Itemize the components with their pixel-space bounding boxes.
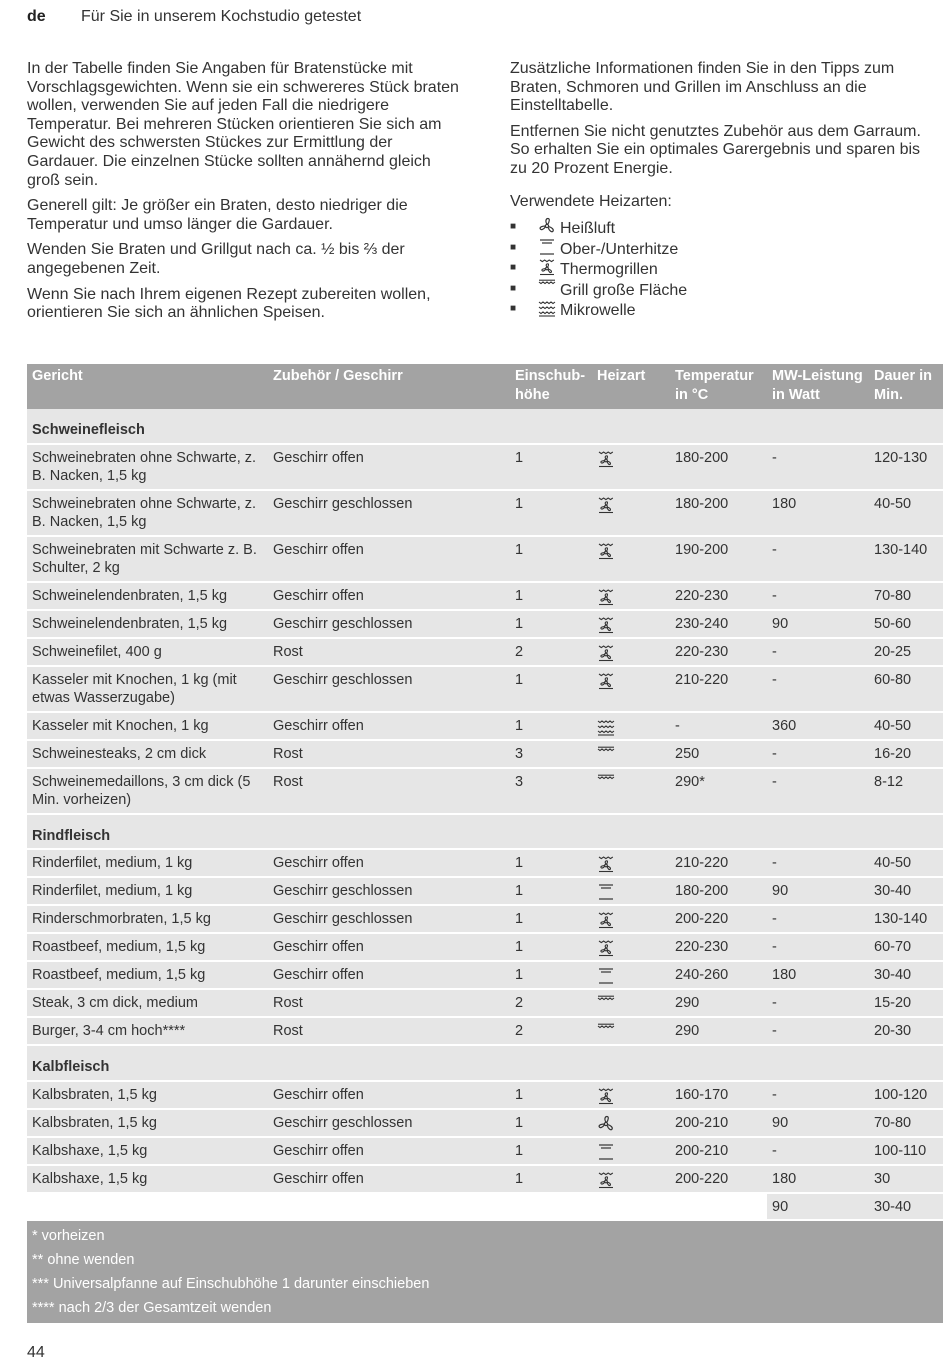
table-row (27, 849, 943, 877)
col-temperature-cell: 200-210 (670, 1109, 767, 1137)
table-row (27, 1081, 943, 1109)
intro-right-column (510, 60, 940, 320)
bullet-icon: ■ (510, 303, 517, 315)
col-mw-power-cell: 360 (767, 712, 869, 740)
col-temperature-cell: 200-210 (670, 1137, 767, 1165)
table-body (27, 409, 943, 1323)
grill-large-icon (592, 768, 670, 814)
col-accessory-cell: Geschirr offen (268, 1081, 510, 1109)
col-level-cell: 1 (510, 1081, 592, 1109)
section-title: Für Sie in unserem Kochstudio getestet (81, 8, 362, 25)
col-duration-cell: 100-110 (869, 1137, 943, 1165)
grill-large-icon (538, 282, 560, 299)
col-temperature-cell: 210-220 (670, 849, 767, 877)
col-accessory-cell: Geschirr offen (268, 1137, 510, 1165)
intro-left-column (27, 60, 467, 330)
col-temperature-cell: 200-220 (670, 1165, 767, 1193)
section-title: Schweinefleisch (27, 409, 943, 444)
col-duration-cell: 30-40 (869, 877, 943, 905)
footnote: ** ohne wenden (27, 1248, 943, 1272)
col-mw-power-cell: - (767, 1137, 869, 1165)
col-duration-cell: 100-120 (869, 1081, 943, 1109)
col-temperature-cell: - (670, 712, 767, 740)
col-temperature-cell: 190-200 (670, 536, 767, 582)
col-accessory-cell: Geschirr offen (268, 582, 510, 610)
col-mw-power-cell: - (767, 444, 869, 490)
col-dish-cell: Schweinelendenbraten, 1,5 kg (27, 610, 268, 638)
language-tag: de (27, 8, 46, 25)
col-level-cell: 1 (510, 1109, 592, 1137)
col-level-cell: 2 (510, 1017, 592, 1045)
table-row (27, 638, 943, 666)
col-temperature-cell: 210-220 (670, 666, 767, 712)
col-dish-cell: Schweinebraten ohne Schwarte, z. B. Nacken, 1,5 kg (27, 490, 268, 536)
footnote: * vorheizen (27, 1220, 943, 1248)
col-duration-cell: 40-50 (869, 490, 943, 536)
col-dish-cell: Kasseler mit Knochen, 1 kg (mit etwas Wasserzugabe) (27, 666, 268, 712)
col-accessory-cell: Geschirr geschlossen (268, 610, 510, 638)
bullet-icon: ■ (510, 262, 517, 274)
col-duration-cell: 16-20 (869, 740, 943, 768)
table-row (27, 1165, 943, 1193)
col-temperature-cell: 240-260 (670, 961, 767, 989)
col-mw-power-cell: - (767, 582, 869, 610)
col-accessory-cell: Geschirr geschlossen (268, 877, 510, 905)
thermo-grill-icon (592, 1081, 670, 1109)
col-temperature-cell: 230-240 (670, 610, 767, 638)
col-accessory-cell: Rost (268, 989, 510, 1017)
col-temperature-cell: 220-230 (670, 933, 767, 961)
col-dish-cell: Rinderfilet, medium, 1 kg (27, 877, 268, 905)
col-dish-cell: Burger, 3-4 cm hoch**** (27, 1017, 268, 1045)
thermo-grill-icon (592, 905, 670, 933)
col-mw-power-cell: - (767, 989, 869, 1017)
col-accessory-cell: Rost (268, 768, 510, 814)
top-bottom-heat-icon (538, 241, 560, 258)
col-mw-power-cell: 180 (767, 961, 869, 989)
col-dish-cell: Schweinebraten ohne Schwarte, z. B. Nacken, 1,5 kg (27, 444, 268, 490)
bullet-icon: ■ (510, 282, 517, 294)
table-row (27, 490, 943, 536)
roasting-table (27, 364, 943, 1323)
empty-cell (268, 1193, 510, 1221)
col-accessory-cell: Geschirr geschlossen (268, 490, 510, 536)
col-mw-power-cell: 180 (767, 1165, 869, 1193)
thermo-grill-icon (592, 1165, 670, 1193)
thermo-grill-icon (592, 666, 670, 712)
footnote: *** Universalpfanne auf Einschubhöhe 1 darunter einschieben (27, 1272, 943, 1296)
table-row (27, 712, 943, 740)
microwave-icon (592, 712, 670, 740)
col-mw-power-cell: - (767, 1081, 869, 1109)
col-temperature-cell: 180-200 (670, 444, 767, 490)
table-row (27, 989, 943, 1017)
col-dish-cell: Rinderschmorbraten, 1,5 kg (27, 905, 268, 933)
heat-mode-item (510, 238, 940, 259)
col-accessory-cell: Rost (268, 1017, 510, 1045)
col-dish-cell: Schweinemedaillons, 3 cm dick (5 Min. vorheizen) (27, 768, 268, 814)
col-duration-cell: 40-50 (869, 849, 943, 877)
heat-mode-item (510, 217, 940, 238)
footnote-row (27, 1248, 943, 1272)
intro-paragraph: Entfernen Sie nicht genutztes Zubehör aus dem Garraum. So erhalten Sie ein optimales Garergebnis und sparen bis zu 20 Prozent Energie. (510, 122, 921, 177)
footnote-row (27, 1296, 943, 1323)
col-duration-cell: 8-12 (869, 768, 943, 814)
table-row (27, 1017, 943, 1045)
col-accessory-cell: Rost (268, 638, 510, 666)
col-temperature-cell: 160-170 (670, 1081, 767, 1109)
col-mw-power-header: MW-Leistung in Watt (767, 364, 869, 409)
col-level-cell: 1 (510, 933, 592, 961)
col-temperature-cell: 250 (670, 740, 767, 768)
col-dish-cell: Kalbsbraten, 1,5 kg (27, 1109, 268, 1137)
microwave-icon (538, 302, 560, 319)
col-dish-cell: Roastbeef, medium, 1,5 kg (27, 933, 268, 961)
col-level-cell: 1 (510, 490, 592, 536)
col-level-cell: 1 (510, 610, 592, 638)
col-dish-cell: Rinderfilet, medium, 1 kg (27, 849, 268, 877)
col-duration-cell: 30-40 (869, 961, 943, 989)
col-duration-cell: 40-50 (869, 712, 943, 740)
col-dish-cell: Schweinefilet, 400 g (27, 638, 268, 666)
thermo-grill-icon (592, 536, 670, 582)
section-title: Kalbfleisch (27, 1045, 943, 1081)
col-level-cell: 1 (510, 444, 592, 490)
col-level-header: Einschub- höhe (510, 364, 592, 409)
col-level-cell: 3 (510, 768, 592, 814)
col-temperature-cell: 180-200 (670, 490, 767, 536)
page-header (27, 6, 943, 32)
col-temperature-cell: 290* (670, 768, 767, 814)
col-accessory-header: Zubehör / Geschirr (268, 364, 510, 409)
col-temperature-cell: 220-230 (670, 638, 767, 666)
table-row (27, 1193, 943, 1221)
col-level-cell: 2 (510, 638, 592, 666)
table-row (27, 768, 943, 814)
col-duration-cell: 20-30 (869, 1017, 943, 1045)
empty-cell (510, 1193, 592, 1221)
col-accessory-cell: Geschirr offen (268, 1165, 510, 1193)
heat-mode-item (510, 279, 940, 300)
intro-paragraph: Generell gilt: Je größer ein Braten, desto niedriger die Temperatur und umso länger die Gardauer. (27, 197, 408, 233)
col-mw-power-cell: 90 (767, 877, 869, 905)
table-row (27, 582, 943, 610)
table-row (27, 740, 943, 768)
heat-mode-item (510, 299, 940, 320)
intro-paragraph: Wenden Sie Braten und Grillgut nach ca. ½ bis ⅔ der angegebenen Zeit. (27, 241, 405, 277)
heat-mode-item (510, 258, 940, 279)
heat-mode-label: Mikrowelle (560, 302, 636, 320)
col-temperature-cell: 180-200 (670, 877, 767, 905)
col-temperature-cell: 220-230 (670, 582, 767, 610)
table-row (27, 536, 943, 582)
col-dish-cell: Schweinelendenbraten, 1,5 kg (27, 582, 268, 610)
table-row (27, 877, 943, 905)
col-dish-cell: Steak, 3 cm dick, medium (27, 989, 268, 1017)
col-dish-cell: Kasseler mit Knochen, 1 kg (27, 712, 268, 740)
col-mw-power-cell: - (767, 666, 869, 712)
col-level-cell: 1 (510, 1137, 592, 1165)
heat-mode-label: Thermogrillen (560, 261, 658, 279)
col-mw-power-cell: - (767, 740, 869, 768)
col-temperature-cell: 290 (670, 1017, 767, 1045)
heat-modes-title: Verwendete Heizarten: (510, 192, 672, 210)
table-row (27, 1137, 943, 1165)
col-dish-header: Gericht (27, 364, 268, 409)
table-row (27, 961, 943, 989)
heat-modes-list (510, 217, 940, 320)
col-mw-power-cell: - (767, 933, 869, 961)
col-level-cell: 1 (510, 849, 592, 877)
col-accessory-cell: Geschirr geschlossen (268, 1109, 510, 1137)
footnote-row (27, 1220, 943, 1248)
hot-air-icon (538, 220, 560, 237)
empty-cell (27, 1193, 268, 1221)
col-duration-cell: 60-70 (869, 933, 943, 961)
intro-paragraph: Zusätzliche Informationen finden Sie in den Tipps zum Braten, Schmoren und Grillen im Anschluss an die Einstelltabelle. (510, 60, 895, 115)
page-number: 44 (27, 1344, 45, 1361)
col-duration-cell: 130-140 (869, 536, 943, 582)
col-duration-cell: 60-80 (869, 666, 943, 712)
col-mw-power-cell: - (767, 849, 869, 877)
footnote-row (27, 1272, 943, 1296)
heat-mode-label: Ober-/Unterhitze (560, 240, 679, 258)
col-heat-mode-header: Heizart (592, 364, 670, 409)
intro-paragraph: Wenn Sie nach Ihrem eigenen Rezept zubereiten wollen, orientieren Sie sich an ähnlichen Speisen. (27, 285, 431, 322)
col-level-cell: 3 (510, 740, 592, 768)
col-temperature-cell: 290 (670, 989, 767, 1017)
col-mw-power-cell: - (767, 768, 869, 814)
grill-large-icon (592, 989, 670, 1017)
section-row (27, 409, 943, 444)
empty-cell (592, 1193, 670, 1221)
hot-air-icon (592, 1109, 670, 1137)
col-level-cell: 1 (510, 666, 592, 712)
col-duration-cell: 20-25 (869, 638, 943, 666)
thermo-grill-icon (592, 582, 670, 610)
col-duration-cell: 50-60 (869, 610, 943, 638)
section-row (27, 814, 943, 850)
col-dish-cell: Schweinesteaks, 2 cm dick (27, 740, 268, 768)
empty-cell (670, 1193, 767, 1221)
table-row (27, 444, 943, 490)
col-level-cell: 1 (510, 1165, 592, 1193)
top-bottom-heat-icon (592, 877, 670, 905)
col-level-cell: 2 (510, 989, 592, 1017)
col-dish-cell: Kalbshaxe, 1,5 kg (27, 1165, 268, 1193)
col-accessory-cell: Geschirr geschlossen (268, 666, 510, 712)
grill-large-icon (592, 740, 670, 768)
col-dish-cell: Roastbeef, medium, 1,5 kg (27, 961, 268, 989)
col-accessory-cell: Geschirr offen (268, 961, 510, 989)
col-duration-cell: 70-80 (869, 582, 943, 610)
section-title: Rindfleisch (27, 814, 943, 850)
col-duration-cell: 30 (869, 1165, 943, 1193)
col-duration-cell: 70-80 (869, 1109, 943, 1137)
table-row (27, 905, 943, 933)
col-duration-cell: 15-20 (869, 989, 943, 1017)
col-accessory-cell: Geschirr offen (268, 712, 510, 740)
col-level-cell: 1 (510, 712, 592, 740)
col-duration-cell: 130-140 (869, 905, 943, 933)
col-dish-cell: Kalbsbraten, 1,5 kg (27, 1081, 268, 1109)
col-level-cell: 1 (510, 905, 592, 933)
section-row (27, 1045, 943, 1081)
bullet-icon: ■ (510, 241, 517, 253)
table-header-row (27, 364, 943, 409)
thermo-grill-icon (592, 638, 670, 666)
table-row (27, 933, 943, 961)
col-mw-power-cell: - (767, 536, 869, 582)
col-accessory-cell: Geschirr offen (268, 849, 510, 877)
grill-large-icon (592, 1017, 670, 1045)
col-duration-cell: 120-130 (869, 444, 943, 490)
heat-mode-label: Heißluft (560, 220, 616, 238)
intro-paragraph: In der Tabelle finden Sie Angaben für Bratenstücke mit Vorschlagsgewichten. Wenn sie ein schwereres Stück braten wollen, verwenden Sie auf jeden Fall die niedrigere Temperatur. Bei mehreren Stücken orientieren Sie sich am Gewicht des schwersten Stückes zur Ermittlung der Gardauer. Die einzelnen Stücke sollten annähernd gleich groß sein. (27, 60, 459, 189)
col-mw-power-cell: - (767, 905, 869, 933)
bullet-icon: ■ (510, 221, 517, 233)
col-mw-power-cell: 90 (767, 610, 869, 638)
table-row (27, 1109, 943, 1137)
top-bottom-heat-icon (592, 961, 670, 989)
col-accessory-cell: Geschirr offen (268, 536, 510, 582)
col-accessory-cell: Rost (268, 740, 510, 768)
col-level-cell: 1 (510, 877, 592, 905)
col-mw-power-cell: - (767, 1017, 869, 1045)
col-duration-cell: 30-40 (869, 1193, 943, 1221)
table-row (27, 610, 943, 638)
col-level-cell: 1 (510, 536, 592, 582)
table-row (27, 666, 943, 712)
col-accessory-cell: Geschirr offen (268, 933, 510, 961)
col-mw-power-cell: - (767, 638, 869, 666)
top-bottom-heat-icon (592, 1137, 670, 1165)
thermo-grill-icon (592, 933, 670, 961)
col-mw-power-cell: 180 (767, 490, 869, 536)
thermo-grill-icon (538, 261, 560, 278)
col-dish-cell: Schweinebraten mit Schwarte z. B. Schulter, 2 kg (27, 536, 268, 582)
col-mw-power-cell: 90 (767, 1193, 869, 1221)
col-mw-power-cell: 90 (767, 1109, 869, 1137)
footnote: **** nach 2/3 der Gesamtzeit wenden (27, 1296, 943, 1323)
thermo-grill-icon (592, 610, 670, 638)
col-level-cell: 1 (510, 961, 592, 989)
heat-mode-label: Grill große Fläche (560, 281, 688, 299)
thermo-grill-icon (592, 490, 670, 536)
col-level-cell: 1 (510, 582, 592, 610)
col-temperature-header: Temperatur in °C (670, 364, 767, 409)
col-accessory-cell: Geschirr geschlossen (268, 905, 510, 933)
col-dish-cell: Kalbshaxe, 1,5 kg (27, 1137, 268, 1165)
thermo-grill-icon (592, 444, 670, 490)
thermo-grill-icon (592, 849, 670, 877)
col-duration-header: Dauer in Min. (869, 364, 943, 409)
col-accessory-cell: Geschirr offen (268, 444, 510, 490)
col-temperature-cell: 200-220 (670, 905, 767, 933)
